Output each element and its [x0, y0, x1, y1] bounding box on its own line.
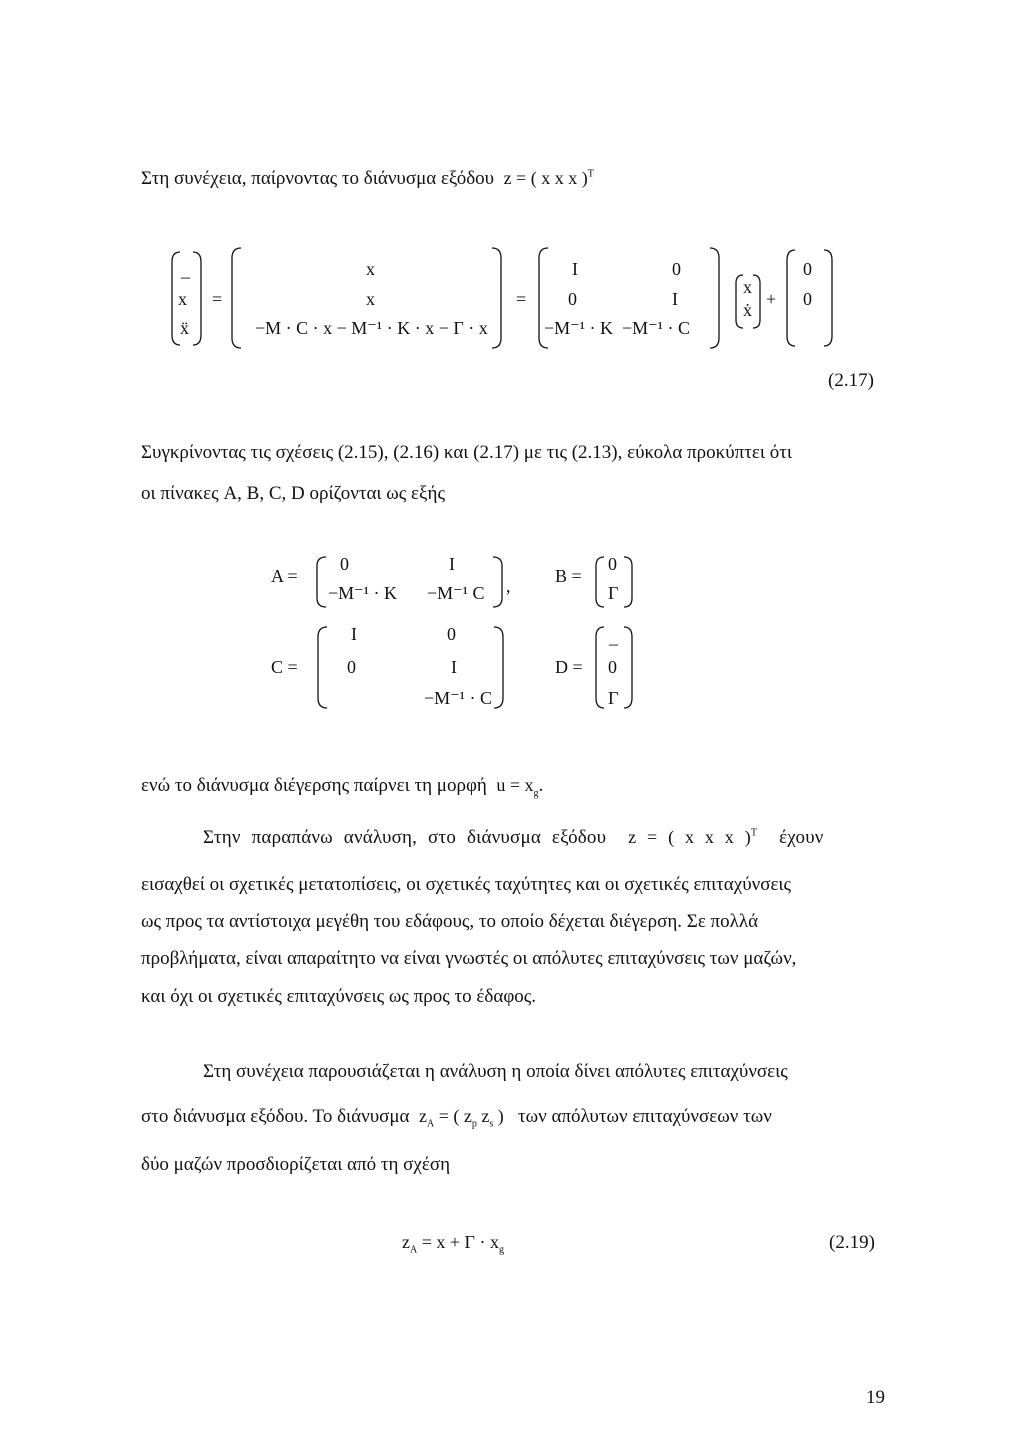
- compare-line-2: οι πίνακες A, B, C, D ορίζονται ως εξής: [141, 483, 445, 504]
- intro-line: Στη συνέχεια, παίρνοντας το διάνυσμα εξόδου z = ( x x x )$^T$: [141, 168, 594, 189]
- para1-line-4: προβλήματα, είναι απαραίτητο να είναι γνωστές οι απόλυτες επιταχύνσεις των μαζών,: [141, 948, 797, 969]
- para1-line-2: εισαχθεί οι σχετικές μετατοπίσεις, οι σχετικές ταχύτητες και οι σχετικές επιταχύνσεις: [141, 874, 792, 895]
- document-page: Στη συνέχεια, παίρνοντας το διάνυσμα εξόδου z = ( x x x )$^T$ _ x ẍ = x x −M · C · x − M⁻¹ · K · x − Γ · x = I 0 −M⁻¹ · K 0 I −M⁻¹ · C x ẋ + 0 0 (2.17) Συγκρίνοντας τις σχέσεις (2.15), (2.16) και (2.17) με τις (2.13), εύκολα προκύπτει ότι οι πίνακες A, B, C, D ορίζονται ως εξής A = 0 I −M⁻¹ · K −M⁻¹ C , B = 0 Γ C = I 0 0 I −M⁻¹ · C D = _ 0 Γ ενώ το διάνυσμα διέγερσης παίρνει τη μορφή $u = x_g$. Στην παραπάνω ανάλυση, στο διάνυσμα εξόδου z = ( x x x )$^T$ έχουν εισαχθεί οι σχετικές μετατοπίσεις, οι σχετικές ταχύτητες και οι σχετικές επιταχύνσεις ως προς τα αντίστοιχα μεγέθη του εδάφους, το οποίο δέχεται διέγερση. Σε πολλά προβλήματα, είναι απαραίτητο να είναι γνωστές οι απόλυτες επιταχύνσεις των μαζών, και όχι οι σχετικές επιταχύνσεις ως προς το έδαφος. Στη συνέχεια παρουσιάζεται η ανάλυση η οποία δίνει απόλυτες επιταχύνσεις στο διάνυσμα εξόδου. Το διάνυσμα $z_A$ = ( $z_p$ $z_s$ ) των απόλυτων επιταχύνσεων των δύο μαζών προσδιορίζεται από τη σχέση $z_A = x + \Gamma \cdot x_g$ (2.19) 19: [0, 0, 1024, 1454]
- zA-vector: $z_A$ = ( $z_p$ $z_s$ ): [419, 1106, 504, 1130]
- para2-line-2: στο διάνυσμα εξόδου. Το διάνυσμα $z_A$ = ( $z_p$ $z_s$ ) των απόλυτων επιταχύνσεων των: [141, 1106, 772, 1130]
- para2-line-1: Στη συνέχεια παρουσιάζεται η ανάλυση η οποία δίνει απόλυτες επιταχύνσεις: [203, 1061, 788, 1082]
- equation-number-2-19: (2.19): [829, 1232, 875, 1253]
- compare-line-1: Συγκρίνοντας τις σχέσεις (2.15), (2.16) και (2.17) με τις (2.13), εύκολα προκύπτει ότι: [141, 442, 792, 463]
- page-number: 19: [866, 1387, 885, 1408]
- equation-number-2-17: (2.17): [828, 370, 874, 391]
- para1-line-3: ως προς τα αντίστοιχα μεγέθη του εδάφους, το οποίο δέχεται διέγερση. Σε πολλά: [141, 911, 759, 932]
- para1-line-1: Στην παραπάνω ανάλυση, στο διάνυσμα εξόδου z = ( x x x )$^T$ έχουν: [203, 827, 824, 848]
- para2-line-3: δύο μαζών προσδιορίζεται από τη σχέση: [141, 1154, 451, 1175]
- z-vector-expression: z = ( x x x ): [503, 168, 588, 188]
- para1-line-5: και όχι οι σχετικές επιταχύνσεις ως προς το έδαφος.: [141, 986, 537, 1007]
- equation-2-19: $z_A = x + \Gamma \cdot x_g$: [402, 1232, 504, 1256]
- excitation-line: ενώ το διάνυσμα διέγερσης παίρνει τη μορφή $u = x_g$.: [141, 775, 544, 799]
